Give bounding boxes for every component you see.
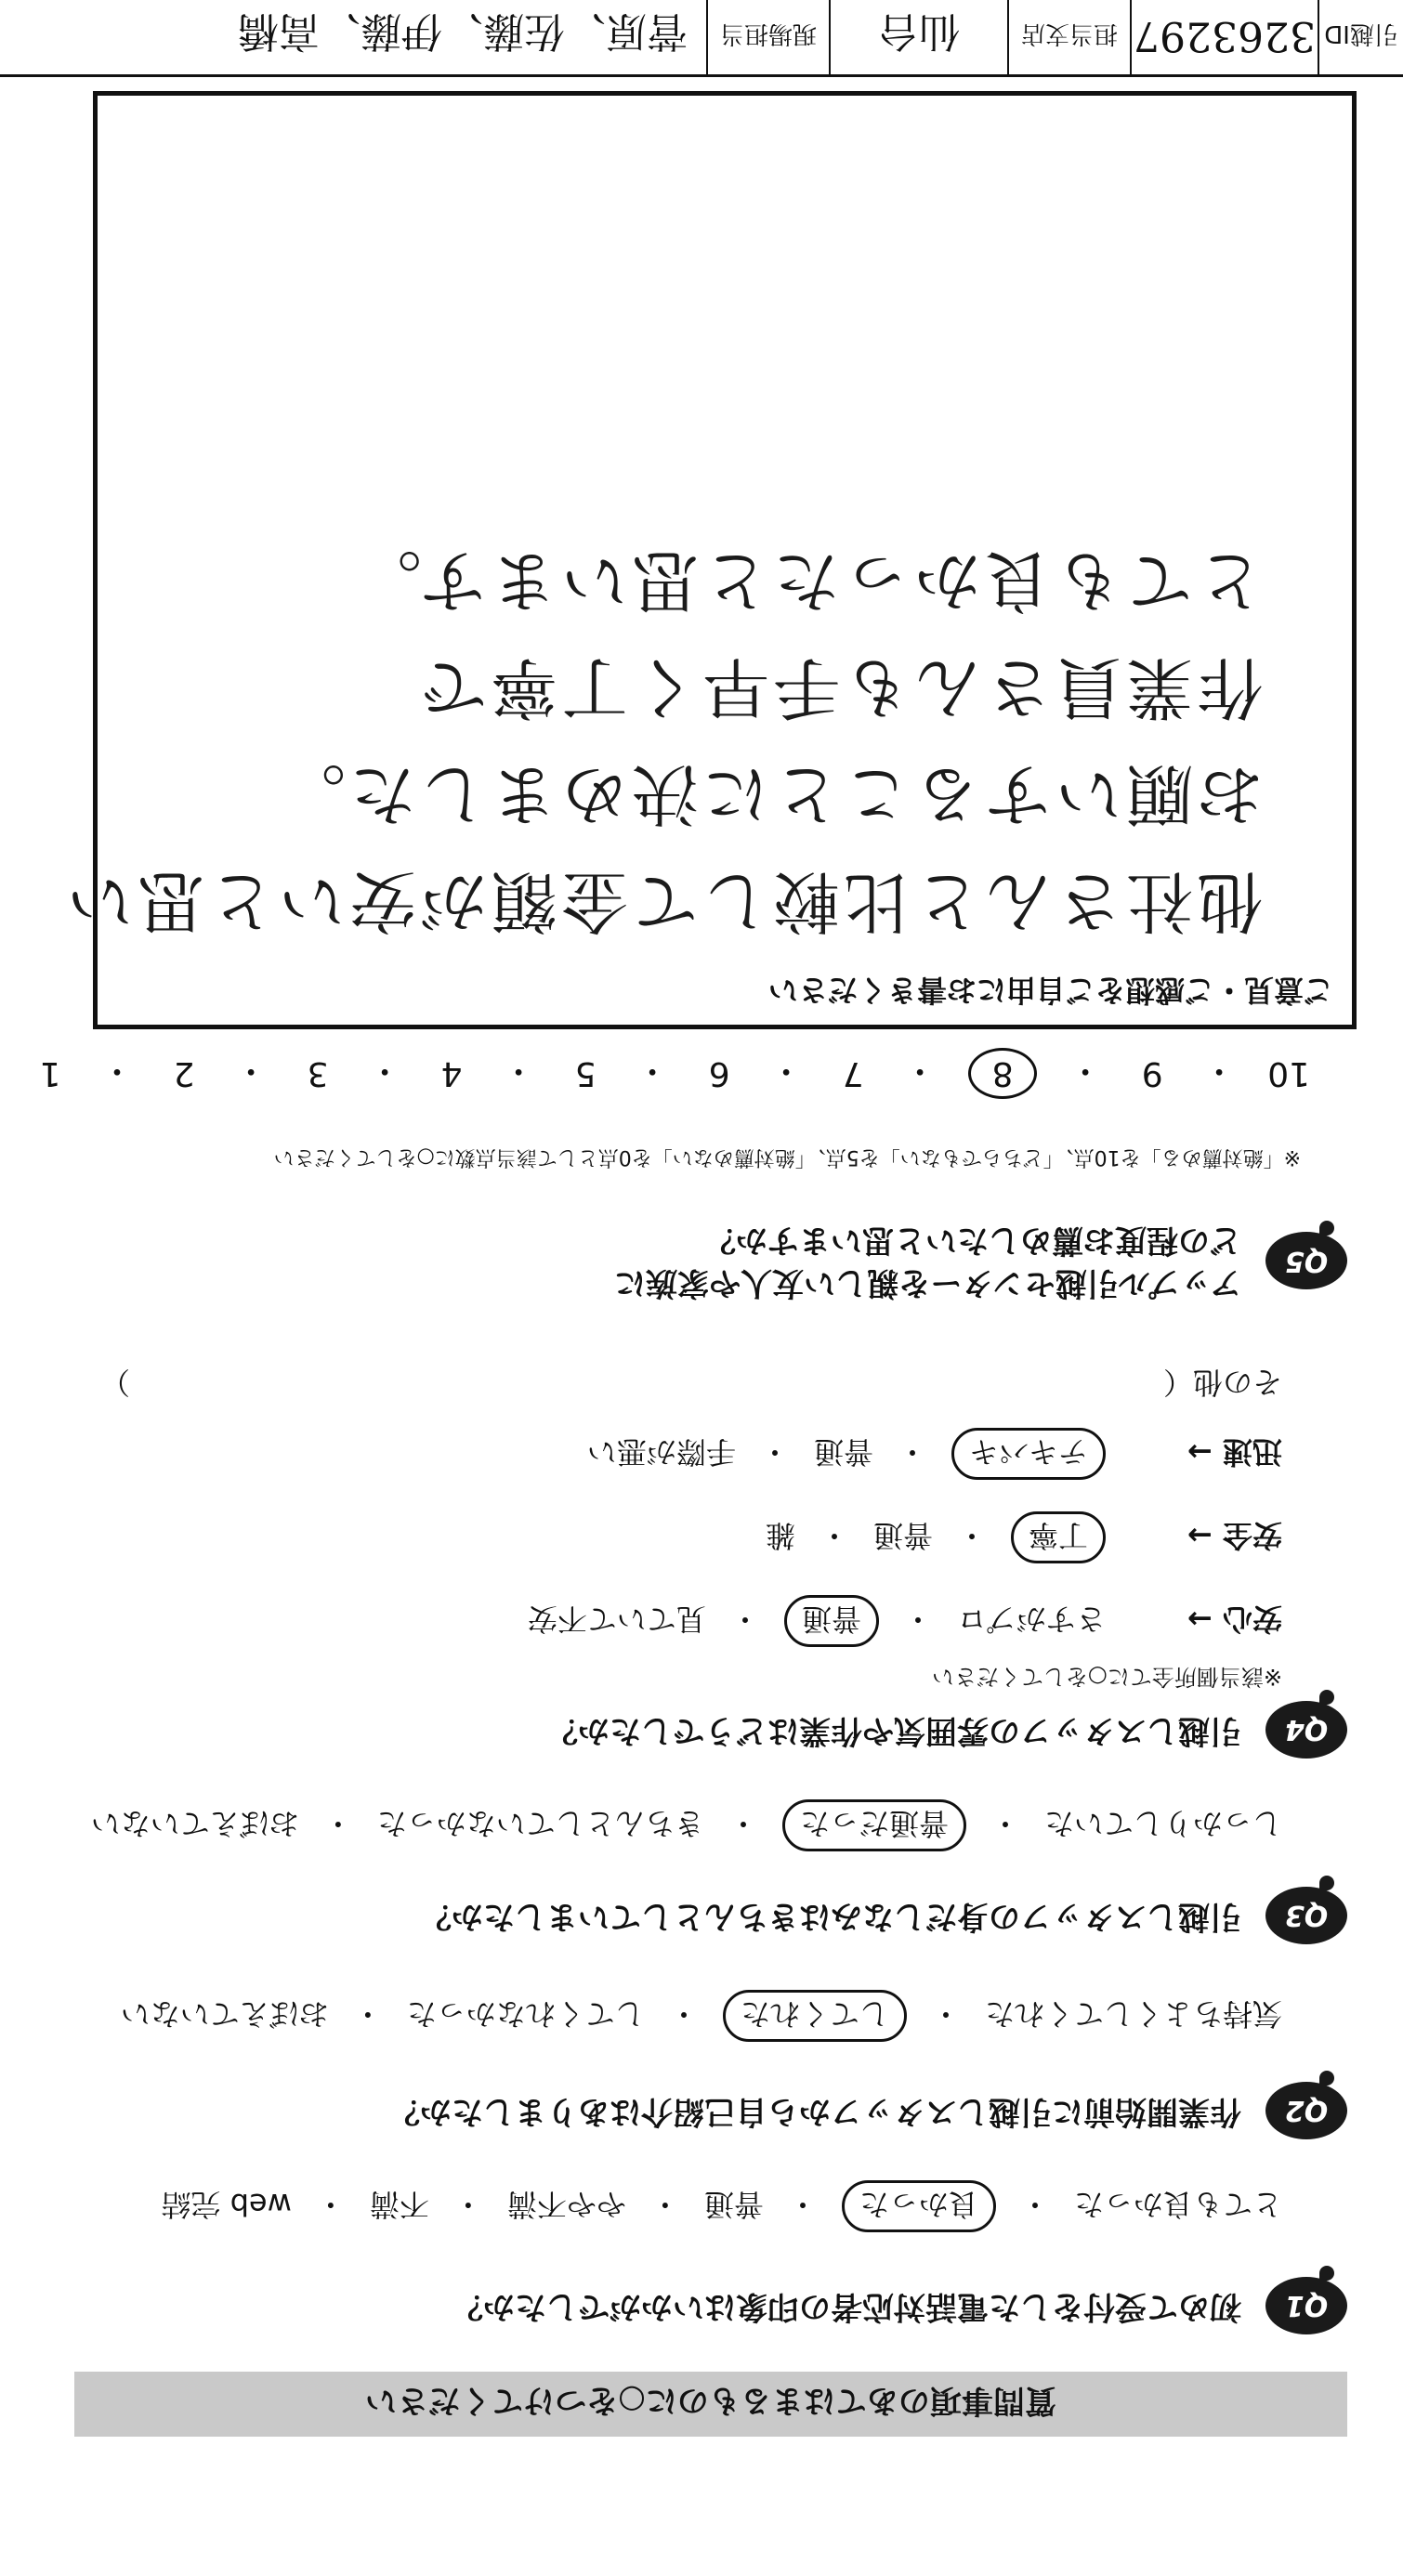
question-4: [546, 1701, 1347, 1759]
q2-text: 作業開始前に引越しスタッフから自己紹介はありましたか？: [388, 2092, 1241, 2130]
handwritten-line: お願いすることに決めました。: [274, 755, 1264, 833]
q4-text: 引越しスタッフの雰囲気や作業はどうでしたか？: [546, 1711, 1241, 1749]
q1-text: 初めて受付をした電話対応者の印象はいかがでしたか？: [452, 2287, 1241, 2325]
q1-option-selected[interactable]: 良かった: [842, 2180, 996, 2232]
q5-score[interactable]: 9: [1141, 1054, 1163, 1092]
id-label: 引越ID: [1318, 0, 1403, 74]
q4-row-label: 安心 →: [1187, 1602, 1282, 1637]
q4-option[interactable]: 普通: [813, 1434, 873, 1470]
q4-row-jinsoku: 迅速 → テキパキ ・ 普通 ・ 手際が悪い: [587, 1428, 1282, 1480]
q2-options: 気持ちよくしてくれた ・ してくれた ・ してくれなかった ・ おぼえていない: [121, 1990, 1282, 2042]
q5-score[interactable]: 3: [307, 1054, 329, 1092]
q4-other-field[interactable]: [74, 1363, 1282, 1406]
q4-row-anshin: 安心 → さすがプロ ・ 普通 ・ 見ていて不安: [528, 1595, 1282, 1647]
q2-option[interactable]: おぼえていない: [120, 1996, 329, 2032]
comment-box[interactable]: [62, 91, 1357, 1029]
q1-option[interactable]: 普通: [703, 2187, 764, 2222]
q3-option-selected[interactable]: 普通だった: [782, 1799, 966, 1851]
q1-option[interactable]: web 完結: [161, 2187, 292, 2222]
q4-option-selected[interactable]: 丁寧: [1011, 1511, 1106, 1563]
branch-value: 仙台: [829, 0, 1007, 74]
branch-label: 担当支店: [1007, 0, 1130, 74]
comment-title: ご意見・ご感想をご自由にお書きください: [767, 973, 1333, 1008]
q1-options: とても良かった ・ 良かった ・ 普通 ・ やや不満 ・ 不満 ・ web 完結: [161, 2180, 1282, 2232]
q5-score[interactable]: 7: [842, 1054, 864, 1092]
q4-option-selected[interactable]: 普通: [784, 1595, 879, 1647]
q5-text-line1: アップル引越センターを親しい友人や家族に: [614, 1264, 1241, 1301]
q4-option[interactable]: 普通: [872, 1518, 933, 1553]
q4-option-selected[interactable]: テキパキ: [951, 1428, 1106, 1480]
q5-score[interactable]: 5: [574, 1054, 597, 1092]
id-value: 3263297: [1130, 0, 1318, 74]
q5-score[interactable]: 4: [440, 1054, 463, 1092]
question-2: [388, 2082, 1347, 2139]
q4-option[interactable]: 雑: [765, 1518, 795, 1553]
q5-score[interactable]: 2: [173, 1054, 195, 1092]
q4-option[interactable]: 手際が悪い: [586, 1434, 736, 1470]
q5-score-selected[interactable]: 8: [968, 1048, 1037, 1099]
q4-row-anzen: 安全 → 丁寧 ・ 普通 ・ 雑: [766, 1511, 1282, 1563]
q3-options: しっかりしていた ・ 普通だった ・ きちんとしていなかった ・ おぼえていない: [91, 1799, 1282, 1851]
q1-badge: Q1: [1265, 2277, 1347, 2334]
q3-text: 引越しスタッフの身だしなみはきちんとしていましたか？: [420, 1897, 1241, 1935]
q4-badge: Q4: [1265, 1701, 1347, 1759]
q2-badge: Q2: [1265, 2082, 1347, 2139]
q4-row-label: 迅速 →: [1187, 1434, 1282, 1470]
instruction-bar: 質問事項のあてはまるものに○をつけてください: [74, 2372, 1347, 2437]
q5-text: [614, 1218, 1241, 1303]
footer-table: [0, 0, 1403, 77]
q4-option[interactable]: 見ていて不安: [527, 1602, 706, 1637]
q3-option[interactable]: きちんとしていなかった: [376, 1806, 704, 1841]
q2-option[interactable]: してくれなかった: [406, 1996, 645, 2032]
q5-note: ※「絶対薦める」を10点、「どちらでもない」を5点、「絶対薦めない」を0点として該当点数に○をしてください: [273, 1145, 1301, 1169]
q2-option-selected[interactable]: してくれた: [723, 1990, 907, 2042]
q5-score[interactable]: 1: [39, 1054, 61, 1092]
q4-row-label: 安全 →: [1187, 1518, 1282, 1553]
handwritten-line: とても良かったと思います。: [350, 542, 1264, 620]
staff-value: 菅原、佐藤、伊藤、高橋: [238, 7, 688, 56]
q3-badge: Q3: [1265, 1887, 1347, 1944]
staff-label: 現場担当: [706, 0, 829, 74]
q3-option[interactable]: おぼえていない: [90, 1806, 299, 1841]
q4-note: ※該当個所全てに○をしてください: [931, 1664, 1282, 1690]
q2-option[interactable]: 気持ちよくしてくれた: [984, 1996, 1282, 2032]
q5-score[interactable]: 6: [708, 1054, 730, 1092]
q4-other-label: その他（: [1162, 1365, 1282, 1400]
question-5: [614, 1218, 1347, 1303]
q5-score[interactable]: 10: [1267, 1054, 1310, 1092]
q4-other-close: ）: [99, 1365, 130, 1400]
q1-option[interactable]: やや不満: [506, 2187, 626, 2222]
handwritten-line: 他社さんと比較して金額が安いと思い: [62, 862, 1264, 940]
q1-option[interactable]: とても良かった: [1073, 2187, 1282, 2222]
q1-option[interactable]: 不満: [369, 2187, 429, 2222]
q5-text-line2: どの程度お薦めしたいと思いますか？: [704, 1222, 1241, 1260]
question-3: [420, 1887, 1347, 1944]
question-1: [452, 2277, 1347, 2334]
q4-option[interactable]: さすがプロ: [956, 1602, 1106, 1637]
q5-scale: 10 ・ 9 ・ 8 ・ 7 ・ 6 ・ 5 ・ 4 ・ 3 ・ 2 ・ 1: [0, 1048, 1310, 1099]
q5-badge: Q5: [1265, 1232, 1347, 1289]
handwritten-line: 作業員さんも手早く丁寧で: [415, 648, 1264, 726]
q3-option[interactable]: しっかりしていた: [1043, 1806, 1282, 1841]
